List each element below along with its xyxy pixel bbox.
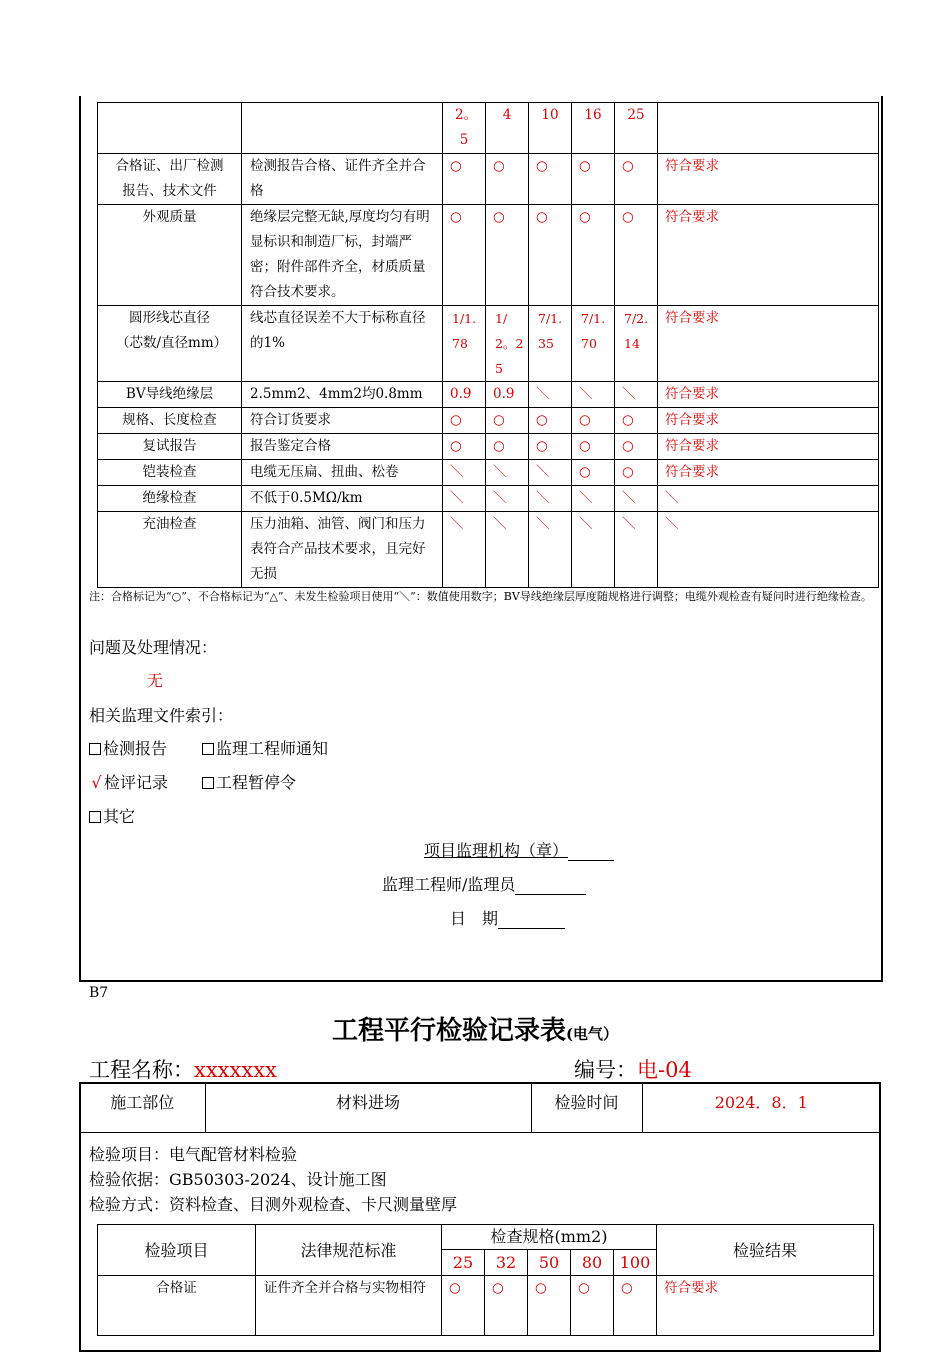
checkbox-icon[interactable]: [89, 743, 101, 755]
form-title: 工程平行检验记录表(电气）: [331, 1016, 619, 1046]
time-value: 2024．8．1: [642, 1083, 880, 1132]
spec-header: 50: [528, 1250, 571, 1276]
row-mark: ○: [572, 434, 615, 460]
row-mark: ○: [572, 154, 615, 205]
table-row: [98, 205, 879, 306]
row-mark: ○: [571, 1276, 614, 1336]
row-mark: 0.9: [486, 382, 529, 408]
row-mark: ○: [615, 434, 658, 460]
row-mark: 7/1.70: [572, 306, 615, 382]
ref-test-report[interactable]: 检测报告: [89, 736, 167, 759]
row-mark: ○: [486, 154, 529, 205]
row-mark: ○: [572, 205, 615, 306]
row-item: 复试报告: [98, 434, 242, 460]
row-mark: ＼: [572, 382, 615, 408]
row-result: ＼: [658, 512, 879, 588]
checkbox-icon[interactable]: [202, 743, 214, 755]
row-mark: ＼: [443, 512, 486, 588]
row-mark: ○: [529, 154, 572, 205]
row-mark: ＼: [529, 382, 572, 408]
spec-header: 10: [529, 103, 572, 154]
col-standard: 法律规范标准: [256, 1225, 442, 1276]
row-standard: 电缆无压扁、扭曲、松卷: [242, 460, 443, 486]
table-row: [98, 1276, 874, 1336]
row-standard: 检测报告合格、证件齐全并合格: [242, 154, 443, 205]
table-row: [98, 382, 879, 408]
table-row: [98, 434, 879, 460]
inspection-method: 检验方式：资料检查、目测外观检查、卡尺测量壁厚: [89, 1195, 458, 1214]
row-mark: 1/2。25: [486, 306, 529, 382]
col-spec: 检查规格(mm2): [442, 1225, 657, 1250]
row-mark: ○: [485, 1276, 528, 1336]
row-mark: ○: [443, 434, 486, 460]
row-result: 符合要求: [658, 408, 879, 434]
row-mark: ○: [442, 1276, 485, 1336]
row-mark: 7/1.35: [529, 306, 572, 382]
row-standard: 证件齐全并合格与实物相符: [256, 1276, 442, 1336]
row-item: 合格证: [98, 1276, 256, 1336]
spec-header: 100: [614, 1250, 657, 1276]
spec-header: 4: [486, 103, 529, 154]
inspection-item: 检验项目：电气配管材料检验: [89, 1145, 298, 1164]
row-mark: ○: [443, 205, 486, 306]
problems-label: 问题及处理情况：: [89, 638, 218, 657]
checkbox-icon[interactable]: [202, 777, 214, 789]
spec-header: 32: [485, 1250, 528, 1276]
row-mark: ○: [486, 205, 529, 306]
row-result: 符合要求: [658, 434, 879, 460]
row-mark: 1/1.78: [443, 306, 486, 382]
row-item: 规格、长度检查: [98, 408, 242, 434]
row-standard: 线芯直径误差不大于标称直径的1%: [242, 306, 443, 382]
ref-stop-order[interactable]: 工程暂停令: [202, 770, 296, 793]
row-mark: ＼: [615, 382, 658, 408]
row-mark: ○: [529, 205, 572, 306]
spec-header: 25: [442, 1250, 485, 1276]
row-mark: ＼: [443, 460, 486, 486]
row-item: 外观质量: [98, 205, 242, 306]
table-row: [98, 408, 879, 434]
sign-date-line[interactable]: [498, 910, 565, 929]
row-standard: 压力油箱、油管、阀门和压力表符合产品技术要求，且完好无损: [242, 512, 443, 588]
spec-header: 16: [572, 103, 615, 154]
row-mark: ○: [572, 460, 615, 486]
form2-header-table: [80, 1083, 880, 1133]
form-code: B7: [89, 985, 109, 1001]
table-row: [98, 486, 879, 512]
inspection-table: [97, 102, 879, 588]
part-value: 材料进场: [205, 1083, 531, 1132]
row-mark: ＼: [529, 486, 572, 512]
row-mark: ○: [443, 154, 486, 205]
row-result: 符合要求: [658, 154, 879, 205]
col-result: 检验结果: [657, 1225, 874, 1276]
spec-header: 25: [615, 103, 658, 154]
row-mark: ＼: [486, 460, 529, 486]
table-row: [98, 460, 879, 486]
sign-org: 项目监理机构（章）: [424, 838, 614, 861]
sign-engineer: 监理工程师/监理员: [382, 872, 586, 895]
form2-inspection-table: [97, 1224, 874, 1336]
row-mark: ○: [615, 154, 658, 205]
legend-note: 注：合格标记为“○”、不合格标记为“△”、未发生检验项目使用“＼”：数值使用数字；BV导线绝缘层厚度随规格进行调整；电缆外观检查有疑问时进行绝缘检查。: [89, 590, 872, 603]
row-mark: ○: [615, 408, 658, 434]
row-mark: ○: [486, 408, 529, 434]
sign-date: 日 期: [450, 906, 565, 929]
row-mark: ○: [615, 460, 658, 486]
spec-header-row: [98, 103, 879, 154]
problems-value: 无: [147, 671, 164, 690]
ref-engineer-notice[interactable]: 监理工程师通知: [202, 736, 328, 759]
row-mark: ○: [529, 408, 572, 434]
row-mark: ○: [529, 434, 572, 460]
row-mark: ＼: [486, 486, 529, 512]
row-mark: 7/2.14: [615, 306, 658, 382]
row-item: 充油检查: [98, 512, 242, 588]
row-result: 符合要求: [658, 382, 879, 408]
project-name: 工程名称：xxxxxxx: [89, 1058, 277, 1082]
row-item: 铠装检查: [98, 460, 242, 486]
row-result: 符合要求: [658, 205, 879, 306]
row-mark: ○: [486, 434, 529, 460]
row-mark: ○: [614, 1276, 657, 1336]
row-mark: ＼: [572, 486, 615, 512]
row-mark: ○: [443, 408, 486, 434]
table-row: [98, 154, 879, 205]
row-result: ＼: [658, 486, 879, 512]
row-mark: ＼: [615, 486, 658, 512]
row-mark: 0.9: [443, 382, 486, 408]
row-item: 圆形线芯直径（芯数/直径mm）: [98, 306, 242, 382]
form-number: 编号：电-04: [574, 1058, 692, 1082]
inspection-basis: 检验依据：GB50303-2024、设计施工图: [89, 1170, 387, 1189]
time-label: 检验时间: [531, 1083, 642, 1132]
row-mark: ○: [572, 408, 615, 434]
row-result: 符合要求: [657, 1276, 874, 1336]
row-mark: ＼: [486, 512, 529, 588]
row-result: 符合要求: [658, 306, 879, 382]
row-mark: ＼: [529, 460, 572, 486]
row-standard: 符合订货要求: [242, 408, 443, 434]
row-mark: ＼: [615, 512, 658, 588]
col-item: 检验项目: [98, 1225, 256, 1276]
row-mark: ＼: [572, 512, 615, 588]
spec-header: 2。5: [443, 103, 486, 154]
row-item: 绝缘检查: [98, 486, 242, 512]
row-mark: ＼: [443, 486, 486, 512]
part-label: 施工部位: [80, 1083, 205, 1132]
row-standard: 绝缘层完整无缺,厚度均匀有明显标识和制造厂标，封端严密；附件部件齐全，材质质量符合技术要求。: [242, 205, 443, 306]
ref-other[interactable]: 其它: [89, 804, 135, 827]
sign-engineer-line[interactable]: [515, 876, 586, 895]
refs-label: 相关监理文件索引：: [89, 706, 234, 725]
ref-eval-record[interactable]: √ 检评记录: [89, 770, 168, 793]
row-mark: ○: [528, 1276, 571, 1336]
table-row: [98, 306, 879, 382]
sign-org-line[interactable]: [568, 842, 614, 861]
row-mark: ＼: [529, 512, 572, 588]
row-standard: 不低于0.5MΩ/km: [242, 486, 443, 512]
table-row: [98, 512, 879, 588]
row-standard: 2.5mm2、4mm2均0.8mm: [242, 382, 443, 408]
row-result: 符合要求: [658, 460, 879, 486]
checkmark-icon[interactable]: √: [91, 773, 102, 792]
row-mark: ○: [615, 205, 658, 306]
row-standard: 报告鉴定合格: [242, 434, 443, 460]
row-item: BV导线绝缘层: [98, 382, 242, 408]
checkbox-icon[interactable]: [89, 811, 101, 823]
spec-header: 80: [571, 1250, 614, 1276]
row-item: 合格证、出厂检测报告、技术文件: [98, 154, 242, 205]
